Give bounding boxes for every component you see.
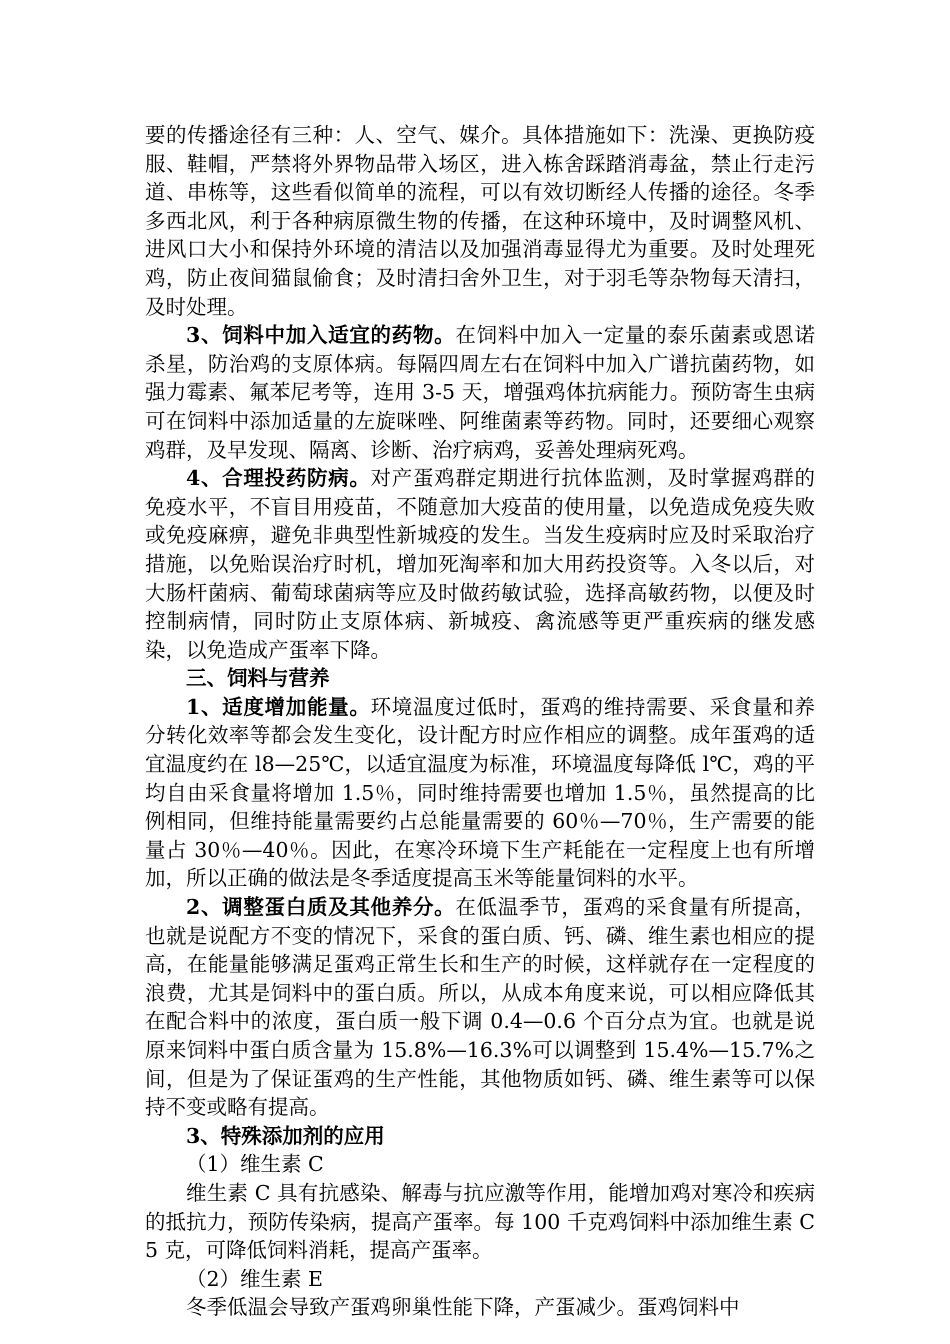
section-heading: 1、适度增加能量。 <box>186 694 371 719</box>
paragraph-vitamin-c <box>145 1179 815 1265</box>
paragraph-feed-drugs <box>145 321 815 464</box>
section-heading: 4、合理投药防病。 <box>186 466 371 491</box>
paragraph-text: 对产蛋鸡群定期进行抗体监测，及时掌握鸡群的免疫水平，不盲目用疫苗，不随意加大疫苗的使用量，以免造成免疫失败或免疫麻痹，避免非典型性新城疫的发生。当发生疫病时应及时采取治疗措施，以免贻误治疗时机，增加死淘率和加大用药投资等。入冬以后，对大肠杆菌病、葡萄球菌病等应及时做药敏试验，选择高敏药物，以便及时控制病情，同时防止支原体病、新城疫、禽流感等更严重疾病的继发感染，以免造成产蛋率下降。 <box>145 466 816 662</box>
section-heading: 三、饲料与营养 <box>186 666 330 691</box>
paragraph-text: 维生素 C 具有抗感染、解毒与抗应激等作用，能增加鸡对寒冷和疾病的抵抗力，预防传染病，提高产蛋率。每 100 千克鸡饲料中添加维生素 C 5 克，可降低饲料消耗，提高产蛋率。 <box>145 1180 815 1263</box>
section-heading: 2、调整蛋白质及其他养分。 <box>186 895 456 920</box>
paragraph-energy <box>145 693 815 893</box>
section-heading: 3、饲料中加入适宜的药物。 <box>186 323 456 348</box>
subsection-vitamin-e <box>145 1265 815 1294</box>
paragraph-text: 在低温季节，蛋鸡的采食量有所提高，也就是说配方不变的情况下，采食的蛋白质、钙、磷、维生素也相应的提高，在能量能够满足蛋鸡正常生长和生产的时候，这样就存在一定程度的浪费，尤其是饲料中的蛋白质。所以，从成本角度来说，可以相应降低其在配合料中的浓度，蛋白质一般下调 0.4—0.6 个百分点为宜。也就是说原来饲料中蛋白质含量为 15.8%—16.3%可以调整到 15.4%—15.7%之间，但是为了保证蛋鸡的生产性能，其他物质如钙、磷、维生素等可以保持不变或略有提高。 <box>145 895 816 1120</box>
paragraph-protein <box>145 893 815 1122</box>
subsection-label: （2）维生素 E <box>186 1266 324 1291</box>
paragraph-text: 在饲料中加入一定量的泰乐菌素或恩诺杀星，防治鸡的支原体病。每隔四周左右在饲料中加入广谱抗菌药物，如强力霉素、氟苯尼考等，连用 3-5 天，增强鸡体抗病能力。预防寄生虫病可在饲料中添加适量的左旋咪唑、阿维菌素等药物。同时，还要细心观察鸡群，及早发现、隔离、诊断、治疗病鸡，妥善处理病死鸡。 <box>145 323 816 462</box>
document-body <box>145 121 815 1322</box>
section-title-feed-nutrition <box>145 664 815 693</box>
section-heading: 3、特殊添加剂的应用 <box>186 1123 385 1148</box>
paragraph-transmission-routes <box>145 121 815 321</box>
paragraph-disease-prevention <box>145 464 815 664</box>
paragraph-vitamin-e <box>145 1293 815 1322</box>
subsection-label: （1）维生素 C <box>186 1152 324 1177</box>
paragraph-text: 环境温度过低时，蛋鸡的维持需要、采食量和养分转化效率等都会发生变化，设计配方时应作相应的调整。成年蛋鸡的适宜温度约在 l8—25℃，以适宜温度为标准，环境温度每降低 l℃，鸡的平均自由采食量将增加 1.5％，同时维持需要也增加 1.5％，虽然提高的比例相同，但维持能量需要约占总能量需要的 60％—70％，生产需要的能量占 30％—40％。因此，在寒冷环境下生产耗能在一定程度上也有所增加，所以正确的做法是冬季适度提高玉米等能量饲料的水平。 <box>145 694 816 891</box>
paragraph-text: 要的传播途径有三种：人、空气、媒介。具体措施如下：洗澡、更换防疫服、鞋帽，严禁将外界物品带入场区，进入栋舍踩踏消毒盆，禁止行走污道、串栋等，这些看似简单的流程，可以有效切断经人传播的途径。冬季多西北风，利于各种病原微生物的传播，在这种环境中，及时调整风机、进风口大小和保持外环境的清洁以及加强消毒显得尤为重要。及时处理死鸡，防止夜间猫鼠偷食；及时清扫舍外卫生，对于羽毛等杂物每天清扫，及时处理。 <box>145 123 815 319</box>
section-title-additives <box>145 1122 815 1151</box>
paragraph-text: 冬季低温会导致产蛋鸡卵巢性能下降，产蛋减少。蛋鸡饲料中 <box>186 1295 740 1320</box>
subsection-vitamin-c <box>145 1150 815 1179</box>
